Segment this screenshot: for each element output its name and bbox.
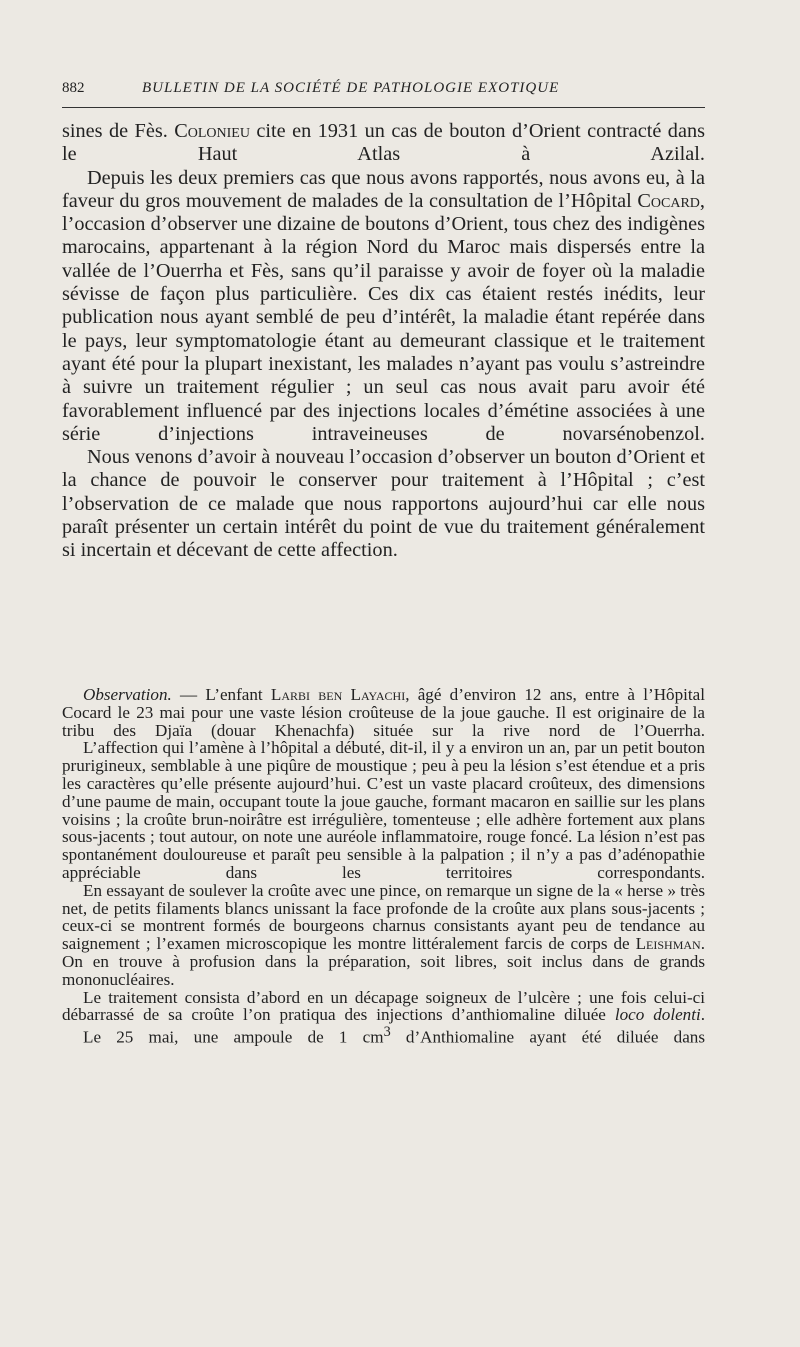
paragraph-1: sines de Fès. Colonieu cite en 1931 un cas de bouton d’Orient contracté dans le Haut Atlas à Azilal. [62,120,705,166]
patient-name: Larbi ben Layachi [270,685,406,704]
header-rule [62,107,705,108]
observation-paragraph-2: L’affection qui l’amène à l’hôpital a débuté, dit-il, il y a environ un an, par un petit bouton prurigineux, semblable à une piqûre de moustique ; peu à peu la lésion s’est étendue et a pris les caractères qu’elle présente aujourd’hui. C’est un vaste placard croûteux, des dimensions d’une paume de main, occupant toute la joue gauche, formant macaron en saillie sur les plans voisins ; la croûte brun-noirâtre est irrégulière, tomenteuse ; elle adhère fortement aux plans sous-jacents ; tout autour, on note une auréole inflammatoire, rouge foncé. La lésion n’est pas spontanément douloureuse et paraît peu sensible à la palpation ; il n’y a pas d’adénopathie appréciable dans les territoires correspondants. [62,738,705,882]
hospital-name-cocard: Cocard [637,189,700,212]
page-number: 882 [62,80,85,96]
observation-paragraph-4: Le traitement consista d’abord en un décapage soigneux de l’ulcère ; une fois celui-ci débarrassé de sa croûte l’on pratiqua des injections d’anthiomaline diluée loco dolenti. [62,987,705,1025]
observation-label: Observation. [83,685,172,704]
latin-term: loco dolenti [614,1005,701,1025]
running-title: BULLETIN DE LA SOCIÉTÉ DE PATHOLOGIE EXOTIQUE [142,80,560,96]
observation-paragraph-3: En essayant de soulever la croûte avec une pince, on remarque un signe de la « herse » très net, de petits filaments blancs unissant la face profonde de la croûte aux plans sous-jacents ; ceux-ci se montrent formés de bourgeons charnus consistants ayant peu de tendance au saignement ; l’examen microscopique les montre littéralement farcis de corps de Leishman. On en trouve à profusion dans la préparation, soit libres, soit inclus dans de grands mononucléaires. [62,880,705,989]
page-header [62,80,707,106]
cubic-superscript: 3 [383,1024,391,1041]
author-name-colonieu: Colonieu [174,120,250,142]
paragraph-3: Nous venons d’avoir à nouveau l’occasion d’observer un bouton d’Orient et la chance de pouvoir le conserver pour traitement à l’Hôpital ; c’est l’observation de ce malade que nous rapportons aujourd’hui car elle nous paraît présenter un certain intérêt du point de vue du traitement généralement si incertain et décevant de cette affection. [62,446,705,562]
observation-paragraph-5: Le 25 mai, une ampoule de 1 $cm^3$ d’Anthiomaline ayant été diluée dans [83,1024,706,1047]
main-text [62,120,705,563]
observation-paragraph-1: Observation. — L’enfant Larbi ben Layachi, âgé d’environ 12 ans, entre à l’Hôpital Cocard le 23 mai pour une vaste lésion croûteuse de la joue gauche. Il est originaire de la tribu des Djaïa (douar Khenachfa) située sur la rive nord de l’Ouerrha. [62,685,705,740]
paragraph-2: Depuis les deux premiers cas que nous avons rapportés, nous avons eu, à la faveur du gros mouvement de malades de la consultation de l’Hôpital Cocard, l’occasion d’observer une dizaine de boutons d’Orient, tous chez des indigènes marocains, appartenant à la région Nord du Maroc mais dispersés entre la vallée de l’Ouerrha et Fès, sans qu’il paraisse y avoir de foyer où la maladie sévisse de façon plus particulière. Ces dix cas étaient restés inédits, leur publication nous ayant semblé de peu d’intérêt, la maladie étant repérée dans le pays, leur symptomatologie étant au demeurant classique et le traitement ayant été pour la plupart inexistant, les malades n’ayant pas voulu s’astreindre à suivre un traitement régulier ; un seul cas nous avait paru avoir été favorablement influencé par des injections locales d’émétine associées à une série d’injections intraveineuses de novarsénobenzol. [62,166,705,445]
leishman-name: Leishman [635,934,701,954]
observation-section [62,686,705,1047]
